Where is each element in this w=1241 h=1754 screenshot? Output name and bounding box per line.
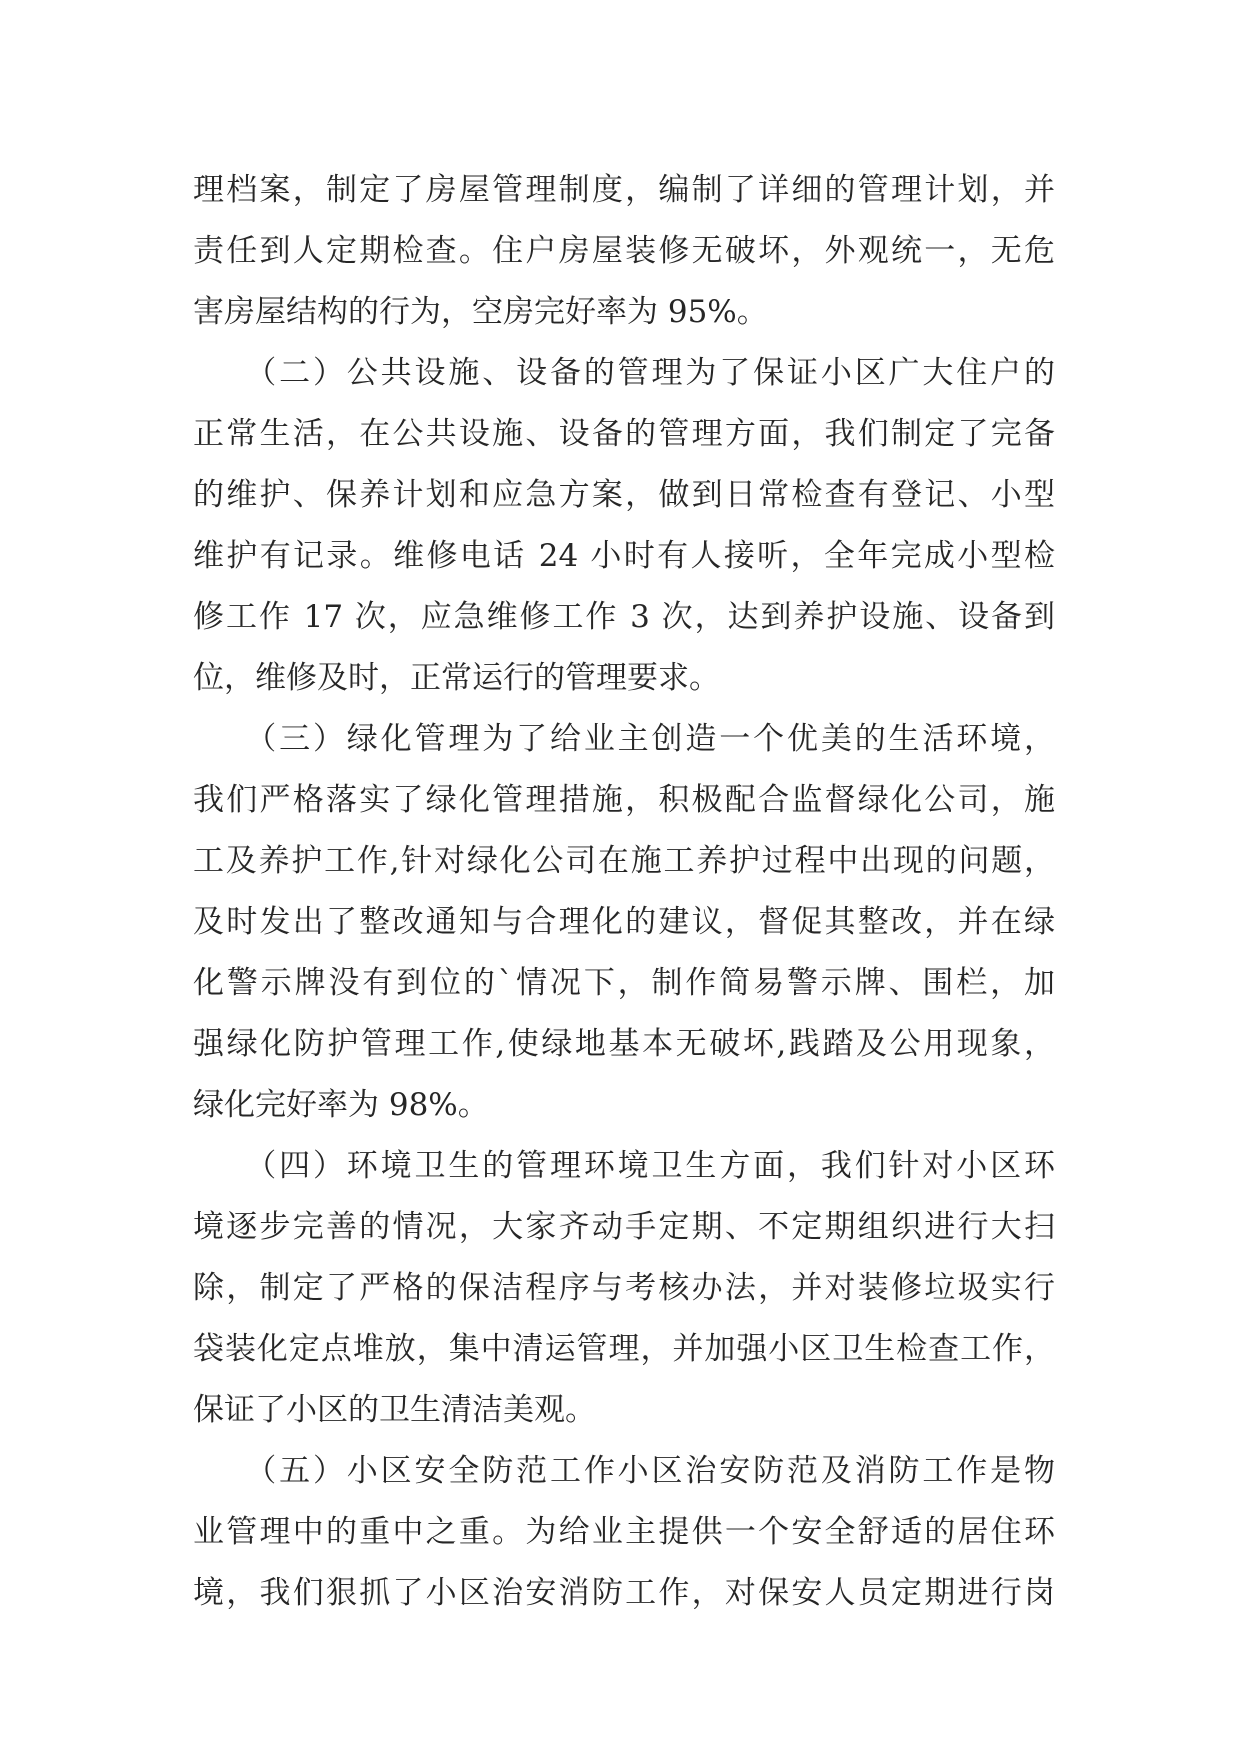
text-line: （三）绿化管理为了给业主创造一个优美的生活环境， bbox=[193, 721, 1055, 757]
text-line: 业管理中的重中之重。为给业主提供一个安全舒适的居住环 bbox=[193, 1514, 1055, 1550]
text-line: 化警示牌没有到位的`情况下，制作简易警示牌、围栏，加 bbox=[193, 965, 1055, 1001]
text-line: （二）公共设施、设备的管理为了保证小区广大住户的 bbox=[193, 355, 1055, 391]
text-line: 理档案，制定了房屋管理制度，编制了详细的管理计划，并 bbox=[193, 172, 1055, 208]
text-line: 位，维修及时，正常运行的管理要求。 bbox=[193, 660, 720, 696]
text-line: 的维护、保养计划和应急方案，做到日常检查有登记、小型 bbox=[193, 477, 1055, 513]
text-line: 绿化完好率为 98%。 bbox=[193, 1087, 489, 1123]
text-line: 我们严格落实了绿化管理措施，积极配合监督绿化公司，施 bbox=[193, 782, 1055, 818]
text-line: 维护有记录。维修电话 24 小时有人接听，全年完成小型检 bbox=[193, 538, 1055, 574]
text-line: 袋装化定点堆放，集中清运管理，并加强小区卫生检查工作， bbox=[193, 1331, 1055, 1367]
text-line: 正常生活，在公共设施、设备的管理方面，我们制定了完备 bbox=[193, 416, 1055, 452]
text-line: 境，我们狠抓了小区治安消防工作，对保安人员定期进行岗 bbox=[193, 1575, 1055, 1611]
text-line: 除，制定了严格的保洁程序与考核办法，并对装修垃圾实行 bbox=[193, 1270, 1055, 1306]
text-line: 强绿化防护管理工作,使绿地基本无破坏,践踏及公用现象， bbox=[193, 1026, 1055, 1062]
text-line: 及时发出了整改通知与合理化的建议，督促其整改，并在绿 bbox=[193, 904, 1055, 940]
text-line: 保证了小区的卫生清洁美观。 bbox=[193, 1392, 596, 1428]
text-line: 修工作 17 次，应急维修工作 3 次，达到养护设施、设备到 bbox=[193, 599, 1055, 635]
text-line: 工及养护工作,针对绿化公司在施工养护过程中出现的问题， bbox=[193, 843, 1055, 879]
text-line: 境逐步完善的情况，大家齐动手定期、不定期组织进行大扫 bbox=[193, 1209, 1055, 1245]
document-body bbox=[193, 160, 1055, 1624]
text-line: （五）小区安全防范工作小区治安防范及消防工作是物 bbox=[193, 1453, 1055, 1489]
text-line: 害房屋结构的行为，空房完好率为 95%。 bbox=[193, 294, 768, 330]
text-line: （四）环境卫生的管理环境卫生方面，我们针对小区环 bbox=[193, 1148, 1055, 1184]
text-line: 责任到人定期检查。住户房屋装修无破坏，外观统一，无危 bbox=[193, 233, 1055, 269]
